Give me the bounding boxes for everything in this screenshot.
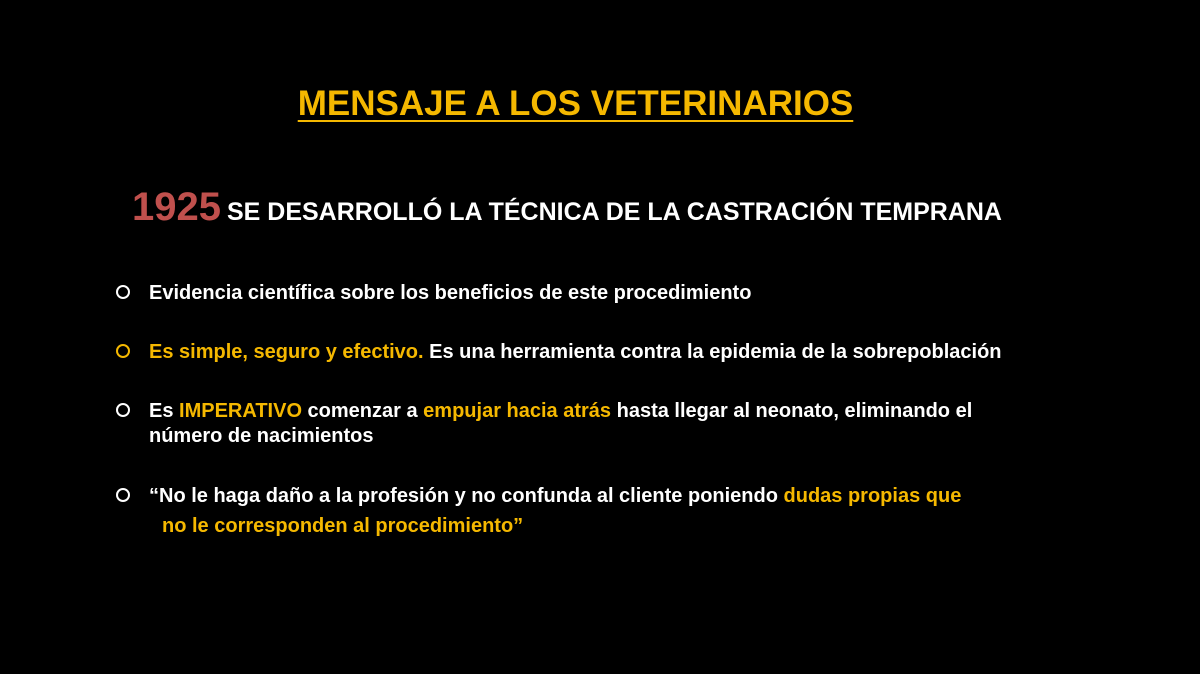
bullet-circle-icon xyxy=(116,285,130,299)
bullet-text xyxy=(149,484,961,508)
bullet-circle-icon xyxy=(116,403,130,417)
bullet-text xyxy=(149,340,1002,364)
bullet-circle-icon xyxy=(116,488,130,502)
bullet-continuation: no le corresponden al procedimiento” xyxy=(162,515,524,537)
bullet-continuation: número de nacimientos xyxy=(149,425,374,447)
subtitle-year: 1925 xyxy=(132,185,221,229)
bullet-circle-icon xyxy=(116,344,130,358)
slide-title: MENSAJE A LOS VETERINARIOS xyxy=(297,84,854,123)
bullet-plain: comenzar a xyxy=(302,400,424,422)
bullet-plain: “No le haga daño a la profesión y no confunda al cliente poniendo xyxy=(149,485,784,507)
slide-subtitle xyxy=(132,187,1002,227)
bullet-plain: Es xyxy=(149,400,180,422)
subtitle-text: SE DESARROLLÓ LA TÉCNICA DE LA CASTRACIÓN TEMPRANA xyxy=(226,198,1002,226)
bullet-plain: Es una herramienta contra la epidemia de la sobrepoblación xyxy=(423,341,1002,363)
bullet-text xyxy=(149,399,972,423)
bullet-highlight: IMPERATIVO xyxy=(179,400,302,422)
bullet-highlight: dudas propias que xyxy=(783,485,962,507)
bullet-highlight: empujar hacia atrás xyxy=(423,400,612,422)
bullet-plain: hasta llegar al neonato, eliminando el xyxy=(611,400,973,422)
bullet-highlight: Es simple, seguro y efectivo. xyxy=(149,341,424,363)
bullet-text: Evidencia científica sobre los beneficios de este procedimiento xyxy=(149,282,752,304)
